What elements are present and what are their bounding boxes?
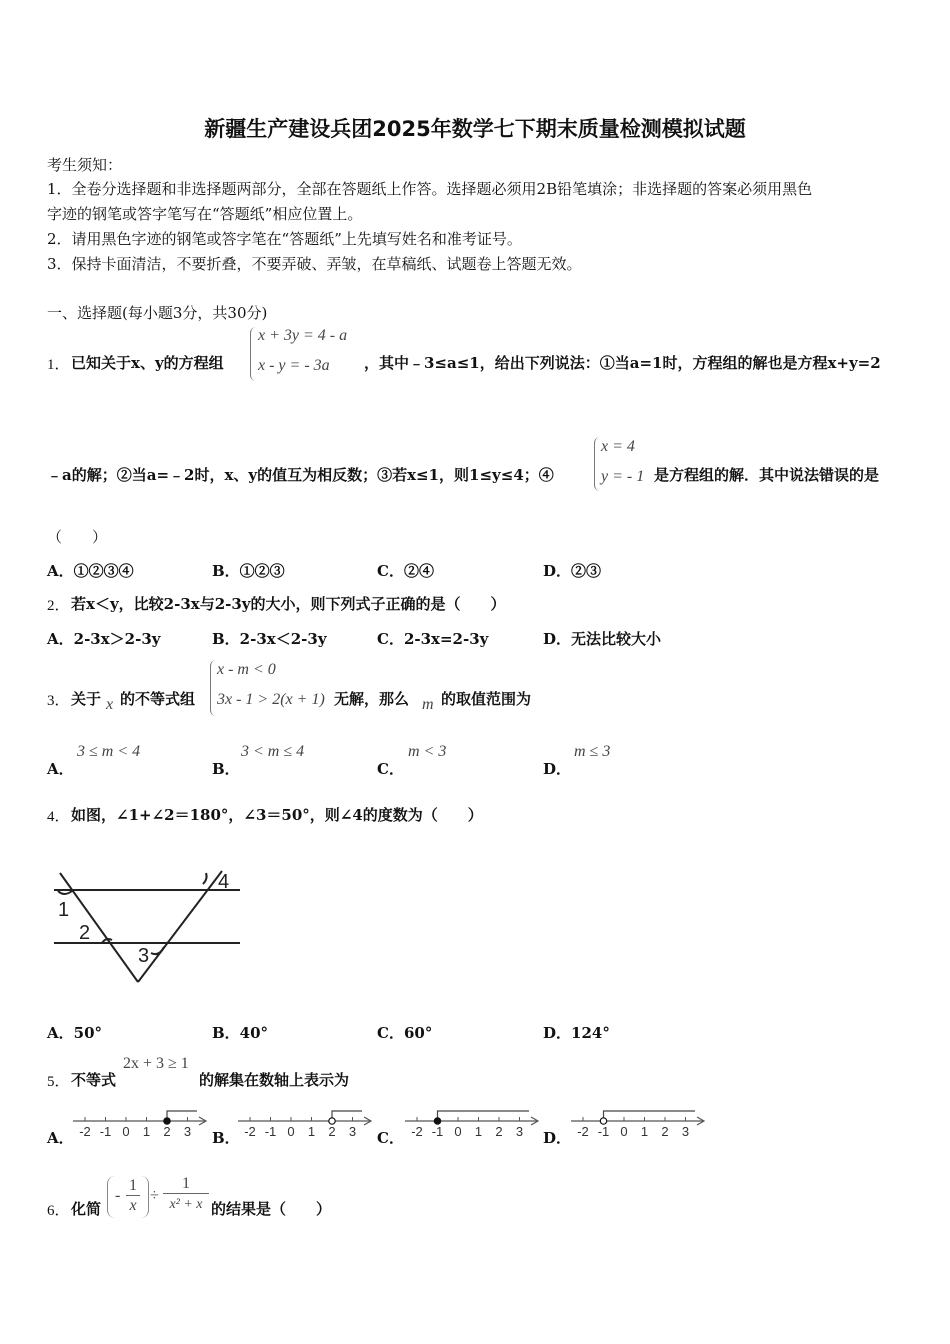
tick-label: 2	[495, 1124, 503, 1139]
math-variable: x	[106, 696, 114, 713]
equation: x - y = - 3a	[258, 357, 330, 374]
option-c[interactable]: C．	[377, 760, 404, 778]
question-text: 关于	[71, 690, 102, 708]
notice-heading: 考生须知：	[47, 156, 123, 174]
question-text: 若x＜y，比较2-3x与2-3y的大小，则下列式子正确的是（ ）	[71, 595, 506, 613]
inequality-brace	[210, 660, 217, 716]
question-number: 1．	[47, 357, 70, 373]
equation: y = - 1	[601, 468, 645, 485]
notice-item: 1．全卷分选择题和非选择题两部分，全部在答题纸上作答。选择题必须用2B铅笔填涂；非选择题的答案必须用黑色	[47, 180, 813, 198]
tick-label: 0	[122, 1124, 130, 1139]
tick-label: -2	[577, 1124, 589, 1139]
tick-label: -2	[411, 1124, 423, 1139]
equation-brace	[250, 327, 257, 381]
option-b[interactable]: B．	[212, 1129, 240, 1147]
option-a[interactable]: A．	[47, 760, 74, 778]
angle-4-arc	[203, 873, 207, 884]
option-c[interactable]: C．②④	[377, 562, 434, 580]
figure-label: 2	[79, 922, 91, 944]
question-number: 5．	[47, 1074, 70, 1090]
notice-item: 2．请用黑色字迹的钢笔或答字笔在“答题纸”上先填写姓名和准考证号。	[47, 230, 522, 248]
fraction-2	[163, 1175, 209, 1216]
solution-ray	[167, 1111, 197, 1121]
option-a[interactable]: A．2-3x＞2-3y	[47, 630, 161, 648]
question-number: 2．	[47, 598, 70, 614]
question-text: 的取值范围为	[441, 690, 532, 708]
tick-label: 1	[307, 1124, 316, 1139]
number-line-d	[569, 1105, 709, 1145]
option-a[interactable]: A．	[47, 1129, 74, 1147]
equation: x + 3y = 4 - a	[258, 327, 348, 344]
question-text: ﹣a的解；②当a=﹣2时，x、y的值互为相反数；③若x≤1，则1≤y≤4；④	[47, 466, 554, 484]
tick-label: 2	[163, 1124, 171, 1139]
question-number: 3．	[47, 693, 70, 709]
figure-label: 1	[58, 899, 70, 921]
option-d[interactable]: D．124°	[543, 1024, 610, 1042]
section-heading: 一、选择题(每小题3分，共30分)	[47, 304, 268, 322]
question-text: ，其中﹣3≤a≤1，给出下列说法：①当a=1时，方程组的解也是方程x+y=2	[364, 354, 881, 372]
question-text: 不等式	[71, 1071, 117, 1089]
numerator: 1	[126, 1177, 140, 1196]
option-a[interactable]: A．50°	[47, 1024, 103, 1042]
solution-ray	[604, 1111, 696, 1121]
option-c-math: m < 3	[408, 743, 447, 760]
filled-point	[164, 1118, 170, 1124]
solution-ray	[332, 1111, 362, 1121]
number-line-b	[236, 1105, 376, 1145]
number-line-a	[71, 1105, 211, 1145]
open-point	[329, 1118, 335, 1124]
inequality: x - m < 0	[217, 661, 276, 678]
question-text: 已知关于x、y的方程组	[71, 354, 224, 372]
angle-1-arc	[58, 891, 72, 894]
tick-label: -1	[597, 1124, 610, 1139]
option-b[interactable]: B．	[212, 760, 240, 778]
question-number: 4．	[47, 809, 70, 825]
minus-sign: -	[115, 1187, 121, 1204]
equation: x = 4	[601, 438, 635, 455]
inequality: 2x + 3 ≥ 1	[123, 1055, 189, 1072]
tick-label: 3	[348, 1124, 357, 1139]
option-b-math: 3 < m ≤ 4	[241, 743, 305, 760]
option-b[interactable]: B．40°	[212, 1024, 269, 1042]
angle-figure	[50, 865, 250, 990]
tick-label: 1	[474, 1124, 483, 1139]
divide-sign: ÷	[150, 1187, 159, 1204]
math-variable: m	[422, 696, 434, 713]
angle-3-arc	[151, 947, 164, 954]
tick-label: -1	[431, 1124, 444, 1139]
option-a[interactable]: A．①②③④	[47, 562, 134, 580]
tick-label: 0	[454, 1124, 462, 1139]
inequality: 3x - 1 > 2(x + 1)	[217, 691, 325, 708]
numerator: 1	[163, 1175, 209, 1194]
question-text: 的结果是（ ）	[211, 1200, 332, 1218]
open-point	[600, 1118, 606, 1124]
filled-point	[434, 1118, 440, 1124]
tick-label: 1	[142, 1124, 151, 1139]
tick-label: 2	[328, 1124, 336, 1139]
notice-item: 字迹的钢笔或答字笔写在“答题纸”相应位置上。	[47, 205, 363, 223]
option-d[interactable]: D．②③	[543, 562, 602, 580]
question-text: 是方程组的解．其中说法错误的是	[654, 466, 880, 484]
figure-label: 4	[218, 871, 230, 893]
question-text: 如图，∠1+∠2＝180°，∠3＝50°，则∠4的度数为（ ）	[71, 806, 483, 824]
option-b[interactable]: B．2-3x＜2-3y	[212, 630, 327, 648]
option-d[interactable]: D．	[543, 760, 572, 778]
question-text: 无解，那么	[334, 690, 410, 708]
question-text: 化简	[71, 1200, 102, 1218]
notice-item: 3．保持卡面清洁，不要折叠，不要弄破、弄皱，在草稿纸、试题卷上答题无效。	[47, 255, 582, 273]
tick-label: 3	[183, 1124, 192, 1139]
option-d[interactable]: D．	[543, 1129, 572, 1147]
solution-ray	[438, 1111, 530, 1121]
option-c[interactable]: C．60°	[377, 1024, 433, 1042]
tick-label: 3	[681, 1124, 690, 1139]
question-text: 的不等式组	[120, 690, 196, 708]
answer-paren: （ ）	[47, 528, 108, 546]
tick-label: -2	[244, 1124, 256, 1139]
transversal-right	[138, 871, 222, 982]
tick-label: 0	[287, 1124, 295, 1139]
tick-label: 2	[661, 1124, 669, 1139]
figure-label: 3	[138, 945, 150, 967]
option-d-math: m ≤ 3	[574, 743, 611, 760]
fraction-1	[126, 1177, 140, 1216]
question-number: 6．	[47, 1203, 70, 1219]
tick-label: 0	[620, 1124, 628, 1139]
equation-brace	[594, 437, 601, 491]
option-c[interactable]: C．2-3x=2-3y	[377, 630, 489, 648]
tick-label: -2	[79, 1124, 91, 1139]
denominator: x² + x	[169, 1197, 203, 1212]
question-text: 的解集在数轴上表示为	[199, 1071, 350, 1089]
option-a-math: 3 ≤ m < 4	[77, 743, 141, 760]
option-b[interactable]: B．①②③	[212, 562, 285, 580]
tick-label: 1	[640, 1124, 649, 1139]
tick-label: -1	[99, 1124, 112, 1139]
option-d[interactable]: D．无法比较大小	[543, 630, 662, 648]
page-title: 新疆生产建设兵团2025年数学七下期末质量检测模拟试题	[204, 117, 746, 141]
denominator: x	[129, 1197, 137, 1214]
tick-label: -1	[264, 1124, 277, 1139]
tick-label: 3	[515, 1124, 524, 1139]
option-c[interactable]: C．	[377, 1129, 404, 1147]
number-line-c	[403, 1105, 543, 1145]
